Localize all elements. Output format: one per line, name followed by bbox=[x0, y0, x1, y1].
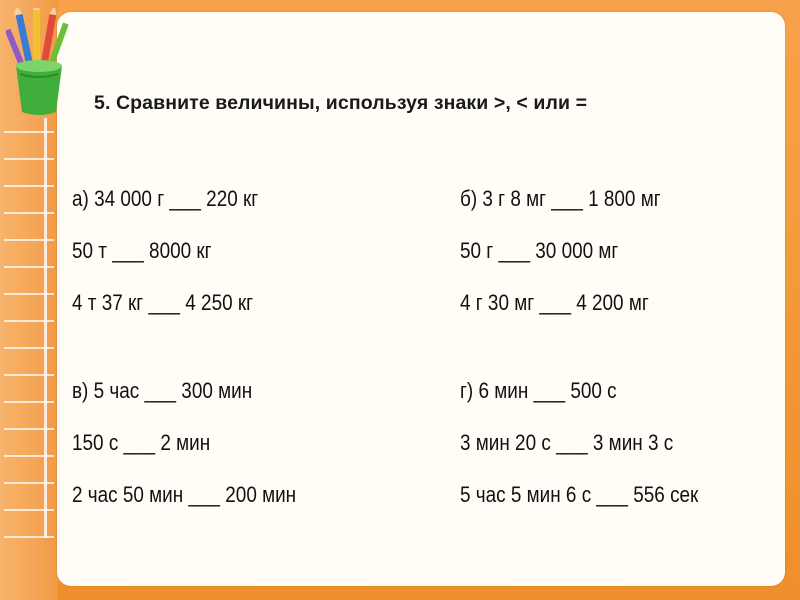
ruler-grid bbox=[4, 118, 54, 538]
exercise-a-3: 4 т 37 кг ___ 4 250 кг bbox=[72, 290, 254, 315]
exercise-b-1: б) 3 г 8 мг ___ 1 800 мг bbox=[460, 186, 661, 211]
exercise-a-2: 50 т ___ 8000 кг bbox=[72, 238, 212, 263]
exercise-v-2: 150 с ___ 2 мин bbox=[72, 430, 211, 455]
exercise-b-3: 4 г 30 мг ___ 4 200 мг bbox=[460, 290, 649, 315]
exercise-a-1: а) 34 000 г ___ 220 кг bbox=[72, 186, 259, 211]
task-title: 5. Сравните величины, используя знаки >, < или = bbox=[94, 92, 588, 114]
exercise-g-3: 5 час 5 мин 6 с ___ 556 сек bbox=[460, 482, 699, 507]
pencil-cup-icon bbox=[6, 8, 72, 118]
exercise-g-1: г) 6 мин ___ 500 с bbox=[460, 378, 617, 403]
exercise-v-3: 2 час 50 мин ___ 200 мин bbox=[72, 482, 297, 507]
exercise-g-2: 3 мин 20 с ___ 3 мин 3 с bbox=[460, 430, 674, 455]
exercise-v-1: в) 5 час ___ 300 мин bbox=[72, 378, 253, 403]
exercise-b-2: 50 г ___ 30 000 мг bbox=[460, 238, 619, 263]
